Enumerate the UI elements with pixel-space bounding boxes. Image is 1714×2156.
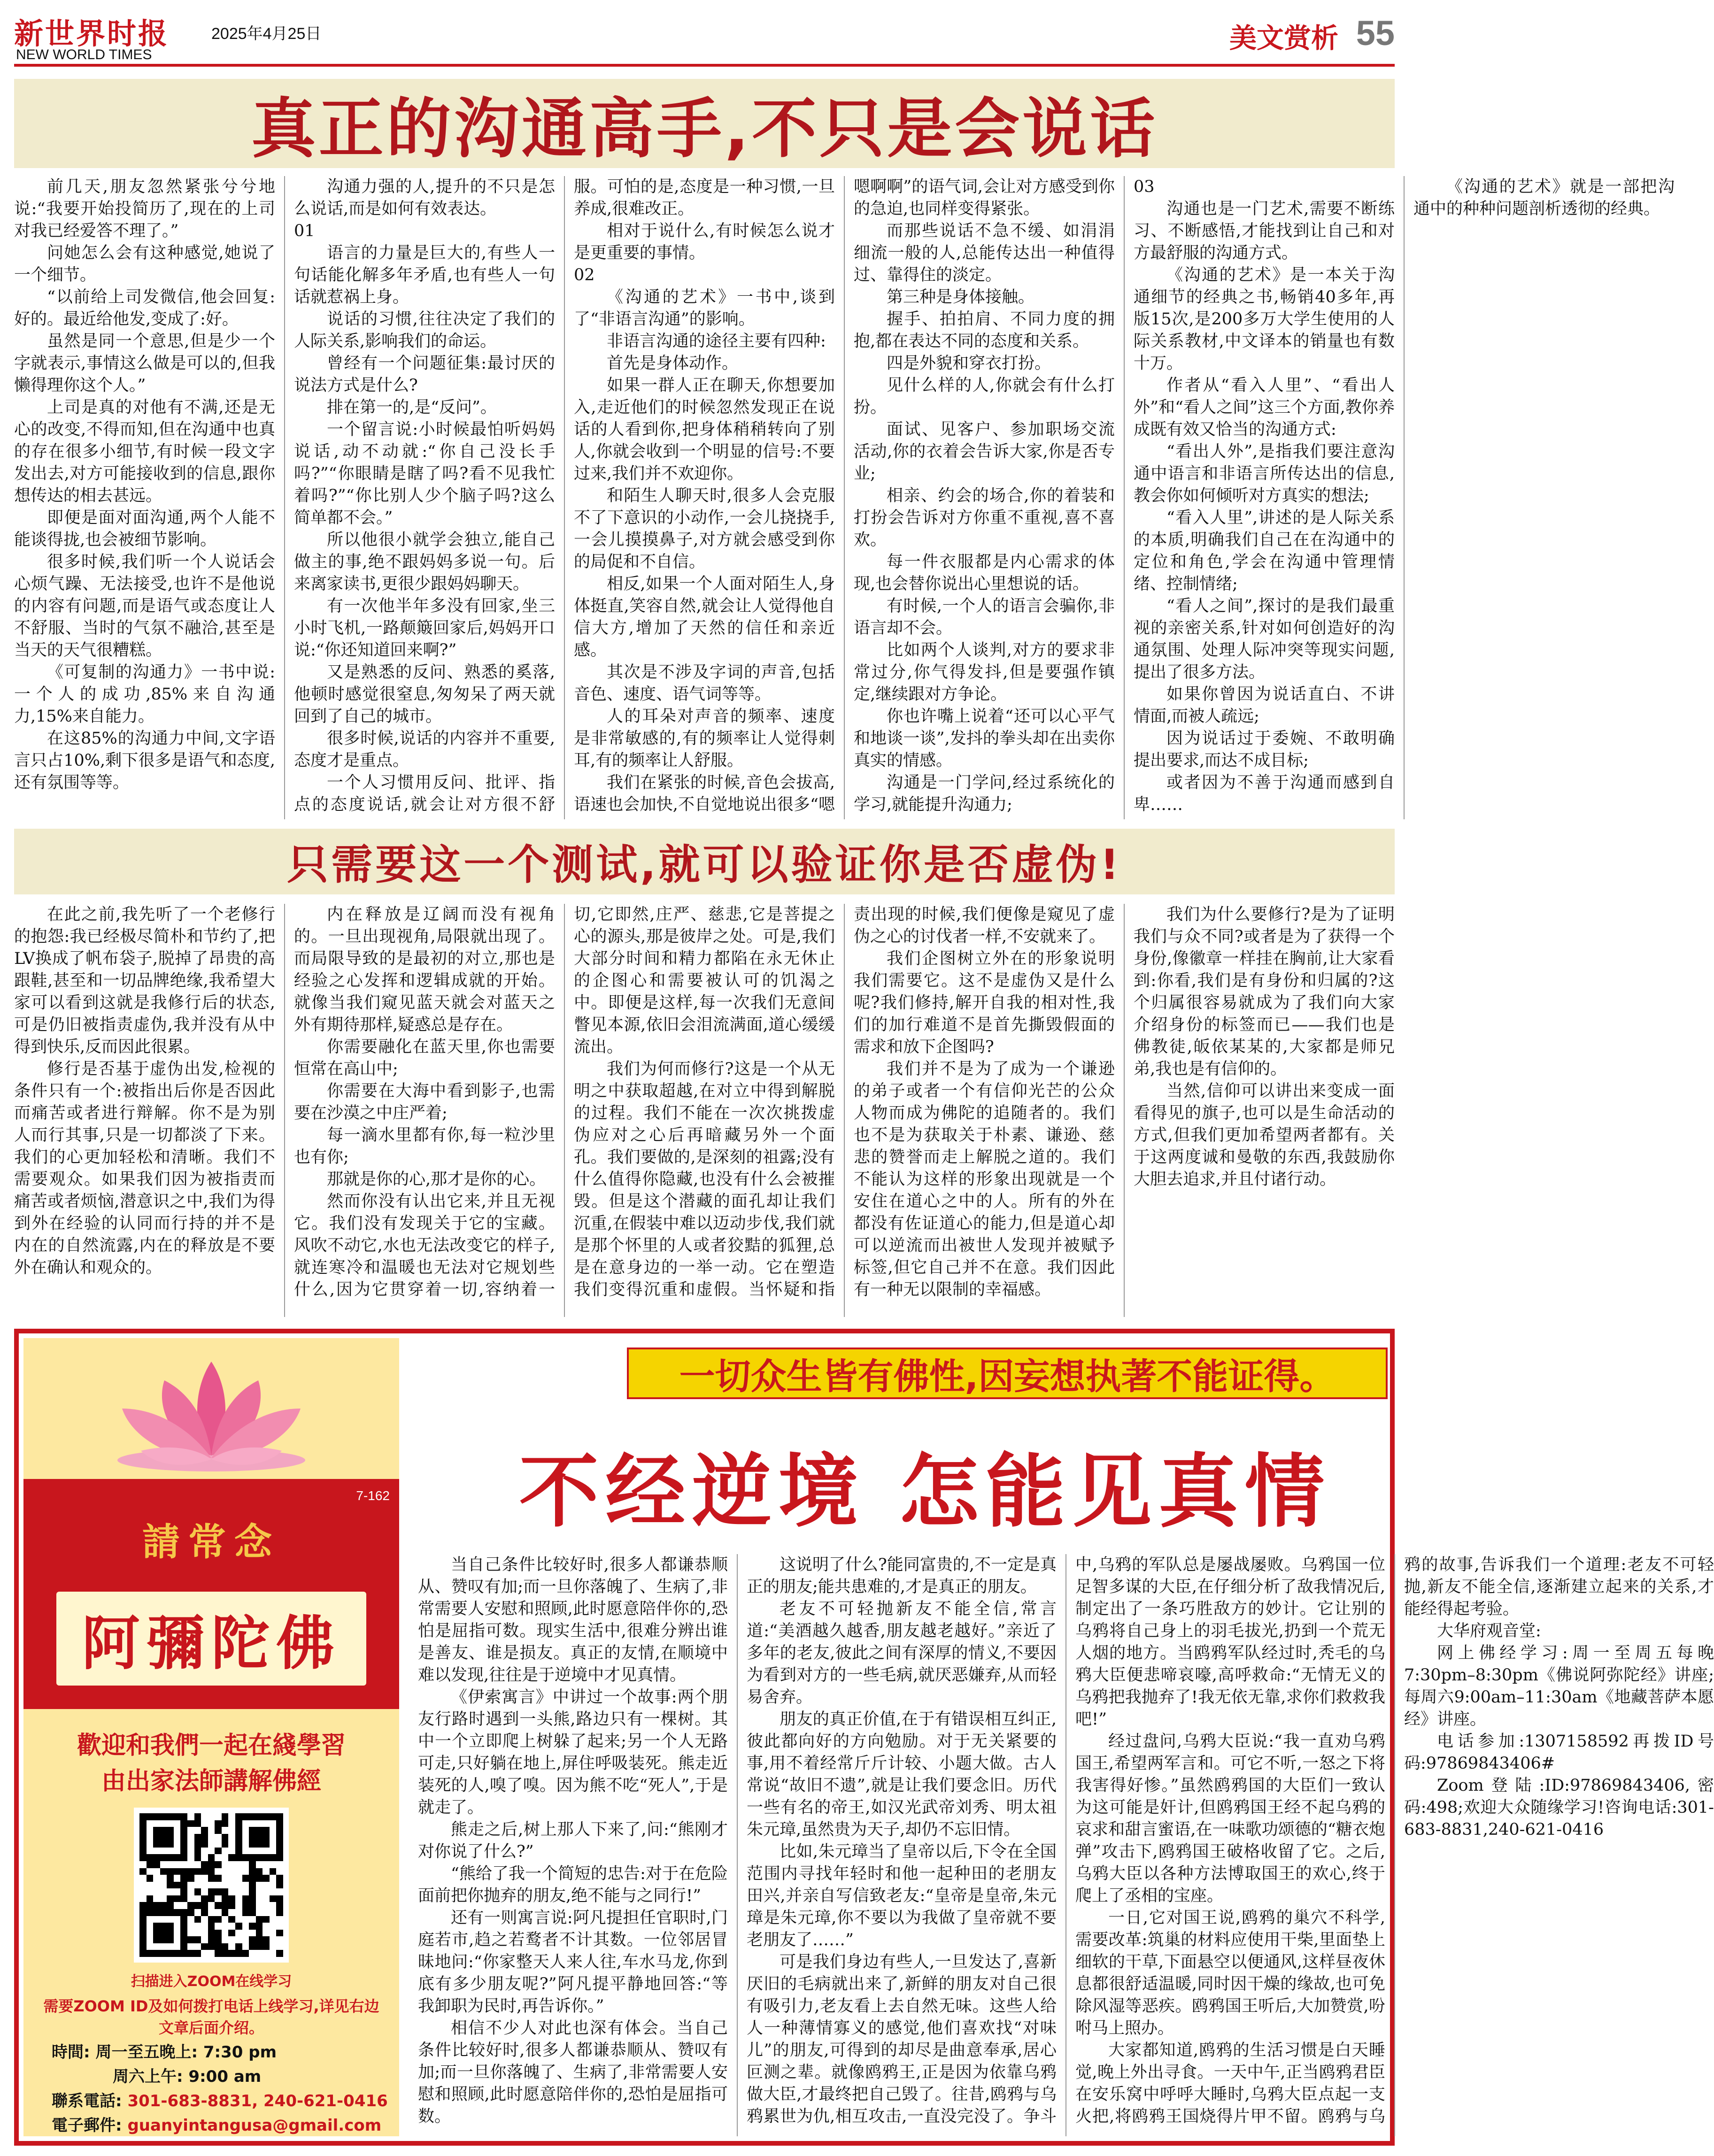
zoom-qr-code[interactable] — [134, 1808, 289, 1963]
paragraph: 你需要在大海中看到影子,也需要在沙漠之中庄严着; — [294, 1082, 555, 1123]
page-number: 55 — [1356, 14, 1395, 53]
paragraph: 《沟通的艺术》一书中,谈到了“非语言沟通”的影响。 — [574, 288, 835, 329]
paragraph: 我们并不是为了成为一个谦逊的弟子或者一个有信仰光芒的公众人物而成为佛陀的追随者的。我们也不是为获取关于朴素、谦逊、慈悲的赞誉而走上解脱之道的。我们不能认为这样的形象出现就是一个安住在道心之中的人。所有的外在都没有佐证道心的能力,但是道心却可以逆流而出被世人发现并被赋予标签,但它自己并不在意。我们因此有一种无以限制的幸福感。 — [854, 1060, 1115, 1299]
paragraph: 握手、拍拍肩、不同力度的拥抱,都在表达不同的态度和关系。 — [854, 310, 1115, 351]
ad-welcome-text — [23, 1728, 399, 1799]
paragraph: “看人之间”,探讨的是我们最重视的亲密关系,针对如何创造好的沟通氛围、处理人际冲突等现实问题,提出了很多方法。 — [1134, 597, 1395, 682]
paragraph: 03 — [1134, 177, 1155, 196]
ad-email-label: 電子郵件: — [52, 2116, 122, 2135]
buddhist-ad — [14, 1329, 1714, 2146]
paragraph: 这说明了什么?能同富贵的,不一定是真正的朋友;能共患难的,才是真正的朋友。 — [747, 1555, 1057, 1596]
paragraph: 我们在紧张的时候,音色会拔高,语速也会加快,不自觉地说出很多“嗯嗯啊啊”的语气词,会让对方感受到你的急迫,也同样变得紧张。 — [574, 177, 1115, 814]
ad-please-recite: 請常念 — [142, 1520, 280, 1564]
paragraph: 沟通是一门学问,经过系统化的学习,就能提升沟通力; — [854, 773, 1115, 814]
paragraph: 第三种是身体接触。 — [887, 288, 1035, 307]
ad-article-body — [418, 1554, 1714, 2136]
ad-phone-label: 聯系電話: — [52, 2092, 122, 2110]
paragraph: 语言的力量是巨大的,有些人一句话能化解多年矛盾,也有些人一句话就惹祸上身。 — [294, 244, 555, 307]
paragraph: 每一滴水里都有你,每一粒沙里也有你; — [294, 1126, 555, 1167]
paragraph: 说话的习惯,往往决定了我们的人际关系,影响我们的命运。 — [294, 310, 555, 351]
paragraph: 沟通力强的人,提升的不只是怎么说话,而是如何有效表达。 — [294, 177, 555, 218]
ad-email[interactable]: guanyintangusa@gmail.com — [127, 2116, 382, 2135]
paragraph: “看出人外”,是指我们要注意沟通中语言和非语言所传达出的信息,教会你如何倾听对方真实的想法; — [1134, 442, 1395, 505]
paragraph: “以前给上司发微信,他会回复:好的。最近给他发,变成了:好。 — [14, 288, 275, 329]
paragraph: 人的耳朵对声音的频率、速度是非常敏感的,有的频率让人觉得刺耳,有的频率让人舒服。 — [574, 707, 835, 770]
paragraph: 大华府观音堂: — [1437, 1622, 1541, 1640]
paragraph: 相信不少人对此也深有体会。当自己条件比较好时,很多人都谦恭顺从、赞叹有加;而一旦你落魄了、生病了,非常需要人安慰和照顾,此时愿意陪伴你的,恐怕是屈指可数。 — [418, 2019, 728, 2126]
paragraph: 电话参加:1307158592再拨ID号码:97869843406# — [1404, 1732, 1714, 1773]
ad-phone: 301-683-8831, 240-621-0416 — [127, 2092, 388, 2110]
paragraph: 一日,它对国王说,鸥鸦的巢穴不科学,需要改革:筑巢的材料应使用干柴,里面垫上细软的干草,下面悬空以便通风,这样昼夜休息都很舒适温暖,同时因干燥的缘故,也可免除风湿等恶疾。鸥鸦国王听后,大加赞赏,吩咐马上照办。 — [1075, 1909, 1385, 2038]
paragraph: 排在第一的,是“反问”。 — [327, 398, 497, 417]
paragraph: 《沟通的艺术》是一本关于沟通细节的经典之书,畅销40多年,再版15次,是200多万大学生使用的人际关系教材,中文译本的销量也有数十万。 — [1134, 266, 1395, 373]
paragraph: 如果一群人正在聊天,你想要加入,走近他们的时候忽然发现正在说话的人看到你,把身体稍稍转向了别人,你就会收到一个明显的信号:不要过来,我们并不欢迎你。 — [574, 376, 835, 483]
ad-note: 需要ZOOM ID及如何拨打电话上线学习,详见右边文章后面介绍。 — [43, 1997, 379, 2037]
paragraph: 或者因为不善于沟通而感到自卑…… — [1134, 773, 1395, 814]
paragraph: 一个留言说:小时候最怕听妈妈说话,动不动就:“你自己没长手吗?”“你眼睛是瞎了吗?看不见我忙着吗?”“你比别人少个脑子吗?这么简单都不会。” — [294, 420, 555, 527]
ad-amitabha-name: 阿彌陀佛 — [56, 1592, 366, 1686]
paragraph: 其次是不涉及字词的声音,包括音色、速度、语气词等等。 — [574, 663, 835, 704]
ad-contact-info — [52, 2040, 390, 2138]
paragraph: 即便是面对面沟通,两个人能不能谈得拢,也会被细节影响。 — [14, 508, 275, 549]
paragraph: 很多时候,我们听一个人说话会心烦气躁、无法接受,也许不是他说的内容有问题,而是语气或态度让人不舒服、当时的气氛不融洽,甚至是当天的天气很糟糕。 — [14, 553, 275, 660]
paragraph: 前几天,朋友忽然紧张兮兮地说:“我要开始投简历了,现在的上司对我已经爱答不理了。” — [14, 177, 275, 240]
lotus-icon — [113, 1352, 310, 1474]
paragraph: 内在释放是辽阔而没有视角的。一旦出现视角,局限就出现了。而局限导致的是最初的对立,那也是经验之心发挥和逻辑成就的开始。就像当我们窥见蓝天就会对蓝天之外有期待那样,疑惑总是存在。 — [294, 905, 555, 1034]
paragraph: 网上佛经学习:周一至周五每晚7:30pm–8:30pm《佛说阿弥陀经》讲座;每周六9:00am–11:30am《地藏菩萨本愿经》讲座。 — [1404, 1644, 1714, 1729]
qr-caption: 扫描进入ZOOM在线学习 — [131, 1973, 292, 1990]
paragraph: Zoom登陆:ID:97869843406,密码:498;欢迎大众随缘学习!咨询电话:301-683-8831,240-621-0416 — [1404, 1776, 1714, 1839]
ad-tagline: 一切众生皆有佛性,因妄想执著不能证得。 — [627, 1348, 1388, 1399]
ad-welcome-line-1: 歡迎和我們一起在綫學習 — [77, 1732, 346, 1760]
paragraph: 很多时候,说话的内容并不重要,态度才是重点。 — [294, 729, 555, 770]
ad-time-label: 時間: — [52, 2043, 90, 2062]
paragraph: 而那些说话不急不缓、如涓涓细流一般的人,总能传达出一种值得过、靠得住的淡定。 — [854, 222, 1115, 285]
paragraph: 那就是你的心,那才是你的心。 — [327, 1170, 546, 1189]
paragraph: 在此之前,我先听了一个老修行的抱怨:我已经极尽简朴和节约了,把LV换成了帆布袋子,脱掉了昂贵的高跟鞋,甚至和一切品牌绝缘,我希望大家可以看到这就是我修行后的状态,可是仍旧被指责虚伪,我并没有从中得到快乐,反而因此很累。 — [14, 905, 275, 1056]
ad-amitabha-panel — [23, 1479, 399, 1709]
paragraph: 上司是真的对他有不满,还是无心的改变,不得而知,但在沟通中也真的存在很多小细节,有时候一段文字发出去,对方可能接收到的信息,跟你想传达的相去甚远。 — [14, 398, 275, 505]
ad-id-code: 7-162 — [356, 1488, 390, 1503]
ad-time-1: 周一至五晚上: 7:30 pm — [95, 2043, 277, 2062]
paragraph: 每一件衣服都是内心需求的体现,也会替你说出心里想说的话。 — [854, 553, 1115, 593]
ad-time-row — [52, 2040, 390, 2064]
paragraph: 非语言沟通的途径主要有四种: — [607, 332, 826, 351]
paragraph: 问她怎么会有这种感觉,她说了一个细节。 — [14, 244, 275, 285]
article-2-body — [14, 904, 1395, 1317]
paragraph: 01 — [294, 222, 315, 240]
article-1-title: 真正的沟通高手,不只是会说话 — [14, 79, 1395, 168]
paragraph: 02 — [574, 266, 595, 285]
paragraph: 朋友的真正价值,在于有错误相互纠正,彼此都向好的方向勉励。对于无关紧要的事,用不着经常斤斤计较、小题大做。古人常说“故旧不遗”,就是让我们要念旧。历代一些有名的帝王,如汉光武帝刘秀、明太祖朱元璋,虽然贵为天子,却仍不忘旧情。 — [747, 1710, 1057, 1839]
paragraph: 《可复制的沟通力》一书中说:一个人的成功,85%来自沟通力,15%来自能力。 — [14, 663, 275, 726]
paragraph: 有时候,一个人的语言会骗你,非语言却不会。 — [854, 597, 1115, 638]
paragraph: 然而你没有认出它来,并且无视它。我们没有发现关于它的宝藏。风吹不动它,水也无法改变它的样子,就连寒冷和温暖也无法对它规划些什么,因为它贯穿着一切,容纳着一切,它即然,庄严、慈悲,它是菩提之心的源头,那是彼岸之处。可是,我们大部分时间和精力都陷在永无休止的企图心和需要被认可的饥渴之中。即便是这样,每一次我们无意间瞥见本源,依旧会泪流满面,道心缓缓流出。 — [294, 905, 835, 1299]
paragraph: 一个人习惯用反问、批评、指点的态度说话,就会让对方很不舒服。可怕的是,态度是一种习惯,一旦养成,很难改正。 — [294, 177, 835, 814]
ad-time-2: 周六上午: 9:00 am — [113, 2067, 262, 2086]
paragraph: 比如两个人谈判,对方的要求非常过分,你气得发抖,但是要强作镇定,继续跟对方争论。 — [854, 641, 1115, 704]
paragraph: 面试、见客户、参加职场交流活动,你的衣着会告诉大家,你是否专业; — [854, 420, 1115, 483]
paragraph: 当自己条件比较好时,很多人都谦恭顺从、赞叹有加;而一旦你落魄了、生病了,非常需要人安慰和照顾,此时愿意陪伴你的,恐怕是屈指可数。现实生活中,很难分辨出谁是善友、谁是损友。真正的友情,在顺境中难以发现,往往是于逆境中才见真情。 — [418, 1555, 728, 1685]
paragraph: 首先是身体动作。 — [607, 354, 739, 373]
ad-time-row-2 — [52, 2064, 390, 2089]
ad-phone-row — [52, 2089, 390, 2113]
paragraph: 老友不可轻抛新友不能全信,常言道:“美酒越久越香,朋友越老越好。”亲近了多年的老友,彼此之间有深厚的情义,不要因为看到对方的一些毛病,就厌恶嫌弃,从而轻易舍弃。 — [747, 1600, 1057, 1707]
paragraph: 在这85%的沟通力中间,文字语言只占10%,剩下很多是语气和态度,还有氛围等等。 — [14, 729, 275, 792]
paragraph: 见什么样的人,你就会有什么打扮。 — [854, 376, 1115, 417]
paragraph: 虽然是同一个意思,但是少一个字就表示,事情这么做是可以的,但我懒得理你这个人。” — [14, 332, 275, 395]
paragraph: 有一次他半年多没有回家,坐三小时飞机,一路颠簸回家后,妈妈开口说:“你还知道回来啊?” — [294, 597, 555, 660]
paragraph: 经过盘问,乌鸦大臣说:“我一直劝乌鸦国王,希望两军言和。可它不听,一怒之下将我害得好惨。”虽然鸥鸦国的大臣们一致认为这可能是奸计,但鸥鸦国王经不起乌鸦的哀求和甜言蜜语,在一味歌功颂德的“糖衣炮弹”攻击下,鸥鸦国王破格收留了它。之后,乌鸦大臣以各种方法博取国王的欢心,终于爬上了丞相的宝座。 — [1075, 1732, 1385, 1905]
ad-sidebar — [23, 1338, 399, 2136]
paragraph: “熊给了我一个简短的忠告:对于在危险面前把你抛弃的朋友,绝不能与之同行!” — [418, 1864, 728, 1905]
paragraph: 曾经有一个问题征集:最讨厌的说法方式是什么? — [294, 354, 555, 395]
paragraph: 和陌生人聊天时,很多人会克服不了下意识的小动作,一会儿挠挠手,一会儿摸摸鼻子,对方就会感受到你的局促和不自信。 — [574, 486, 835, 571]
masthead — [14, 10, 1395, 67]
ad-welcome-line-2: 由出家法師講解佛經 — [101, 1767, 321, 1795]
paragraph: 《伊索寓言》中讲过一个故事:两个朋友行路时遇到一头熊,路边只有一棵树。其中一个立即爬上树躲了起来;另一个人无路可走,只好躺在地上,屏住呼吸装死。熊走近装死的人,嗅了嗅。因为熊不吃“死人”,于是就走了。 — [418, 1688, 728, 1817]
paragraph: 我们企图树立外在的形象说明我们需要它。这不是虚伪又是什么呢?我们修持,解开自我的相对性,我们的加行难道不是首先撕毁假面的需求和放下企图吗? — [854, 949, 1115, 1056]
paragraph: 你需要融化在蓝天里,你也需要恒常在高山中; — [294, 1038, 555, 1078]
ad-article-title: 不经逆境 怎能见真情 — [519, 1445, 1331, 1539]
paragraph: 相反,如果一个人面对陌生人,身体挺直,笑容自然,就会让人觉得他自信大方,增加了天然的信任和亲近感。 — [574, 575, 835, 660]
paragraph: 可是我们身边有些人,一旦发达了,喜新厌旧的毛病就出来了,新鲜的朋友对自己很有吸引力,老友看上去自然无味。这些人给人一种薄情寡义的感觉,他们喜欢找“对味儿”的朋友,可得到的却尽是曲意奉承,居心叵测之辈。就像鸥鸦王,正是因为依靠乌鸦做大臣,才最终把自己毁了。往昔,鸥鸦与乌鸦累世为仇,相互攻击,一直没完没了。争斗中,乌鸦的军队总是屡战屡败。乌鸦国一位足智多谋的大臣,在仔细分析了敌我情况后,制定出了一条巧胜敌方的妙计。它让别的乌鸦将自己身上的羽毛拔光,扔到一个荒无人烟的地方。当鸥鸦军队经过时,秃毛的乌鸦大臣便悲啼哀嚎,高呼救命:“无情无义的乌鸦把我抛弃了!我无依无靠,求你们救救我吧!” — [747, 1555, 1385, 2126]
article-2-title: 只需要这一个测试,就可以验证你是否虚伪! — [14, 829, 1395, 894]
section-name: 美文赏析 — [1229, 22, 1338, 54]
paragraph: 如果你曾因为说话直白、不讲情面,而被人疏远; — [1134, 685, 1395, 726]
paragraph: 所以他很小就学会独立,能自己做主的事,绝不跟妈妈多说一句。后来离家读书,更很少跟妈妈聊天。 — [294, 531, 555, 593]
paragraph: 你也许嘴上说着“还可以心平气和地谈一谈”,发抖的拳头却在出卖你真实的情感。 — [854, 707, 1115, 770]
paragraph: 相对于说什么,有时候怎么说才是更重要的事情。 — [574, 222, 835, 262]
ad-email-row — [52, 2113, 390, 2138]
paragraph: 当然,信仰可以讲出来变成一面看得见的旗子,也可以是生命活动的方式,但我们更加希望两者都有。关于这两度诚和曼敬的东西,我鼓励你大胆去追求,并且付诸行动。 — [1134, 1082, 1395, 1189]
article-1-body — [14, 176, 1675, 819]
paragraph: 《沟通的艺术》就是一部把沟通中的种种问题剖析透彻的经典。 — [1413, 177, 1675, 218]
paragraph: 因为说话过于委婉、不敢明确提出要求,而达不成目标; — [1134, 729, 1395, 770]
paragraph: 我们为何而修行?这是一个从无明之中获取超越,在对立中得到解脱的过程。我们不能在一次次挑拨虚伪应对之心后再暗藏另外一个面孔。我们要做的,是深刻的祖露;没有什么值得你隐藏,也没有什么会被摧毁。但是这个潜藏的面孔却让我们沉重,在假装中难以迈动步伐,我们就是那个怀里的人或者狡黠的狐狸,总是在意身边的一举一动。它在塑造我们变得沉重和虚假。当怀疑和指责出现的时候,我们便像是窥见了虚伪之心的讨伐者一样,不安就来了。 — [574, 905, 1115, 1299]
paragraph: 还有一则寓言说:阿凡提担任官职时,门庭若市,趋之若鹜者不计其数。一位邻居冒昧地问:“你家整天人来人往,车水马龙,你到底有多少朋友呢?”阿凡提平静地回答:“等我卸职为民时,再告诉你。” — [418, 1909, 728, 2016]
paragraph: 我们为什么要修行?是为了证明我们与众不同?或者是为了获得一个身份,像徽章一样挂在胸前,让大家看到:你看,我们是有身份和归属的?这个归属很容易就成为了我们向大家介绍身份的标签而已——我们也是佛教徒,皈依某某的,大家都是师兄弟,我也是有信仰的。 — [1134, 905, 1395, 1078]
paragraph: 相亲、约会的场合,你的着装和打扮会告诉对方你重不重视,喜不喜欢。 — [854, 486, 1115, 549]
newspaper-name: 新世界时报 — [14, 16, 170, 51]
paragraph: 作者从“看入人里”、“看出人外”和“看人之间”这三个方面,教你养成既有效又恰当的沟通方式: — [1134, 376, 1395, 439]
paragraph: 修行是否基于虚伪出发,检视的条件只有一个:被指出后你是否因此而痛苦或者进行辩解。你不是为别人而行其事,只是一切都淡了下来。我们的心更加轻松和清晰。我们不需要观众。如果我们因为被指责而痛苦或者烦恼,潜意识之中,我们为得到外在经验的认同而行持的并不是内在的自然流露,内在的释放是不要外在确认和观众的。 — [14, 1060, 275, 1277]
paragraph: 大家都知道,鸥鸦的生活习惯是白天睡觉,晚上外出寻食。一天中午,正当鸥鸦君臣在安乐窝中呼呼大睡时,乌鸦大臣点起一支火把,将鸥鸦王国烧得片甲不留。鸥鸦与乌鸦的故事,告诉我们一个道理:老友不可轻抛,新友不能全信,逐渐建立起来的关系,才能经得起考验。 — [1075, 1555, 1714, 2126]
newspaper-name-en: NEW WORLD TIMES — [16, 47, 152, 62]
paragraph: 四是外貌和穿衣打扮。 — [887, 354, 1051, 373]
paragraph: 熊走之后,树上那人下来了,问:“熊刚才对你说了什么?” — [418, 1820, 728, 1861]
issue-date: 2025年4月25日 — [211, 25, 322, 43]
paragraph: 比如,朱元璋当了皇帝以后,下令在全国范围内寻找年轻时和他一起种田的老朋友田兴,并亲自写信致老友:“皇帝是皇帝,朱元璋是朱元璋,你不要以为我做了皇帝就不要老朋友了……” — [747, 1842, 1057, 1949]
paragraph: 沟通也是一门艺术,需要不断练习、不断感悟,才能找到让自己和对方最舒服的沟通方式。 — [1134, 200, 1395, 262]
paragraph: “看入人里”,讲述的是人际关系的本质,明确我们自己在在沟通中的定位和角色,学会在沟通中管理情绪、控制情绪; — [1134, 508, 1395, 593]
paragraph: 又是熟悉的反问、熟悉的奚落,他顿时感觉很窒息,匆匆呆了两天就回到了自己的城市。 — [294, 663, 555, 726]
